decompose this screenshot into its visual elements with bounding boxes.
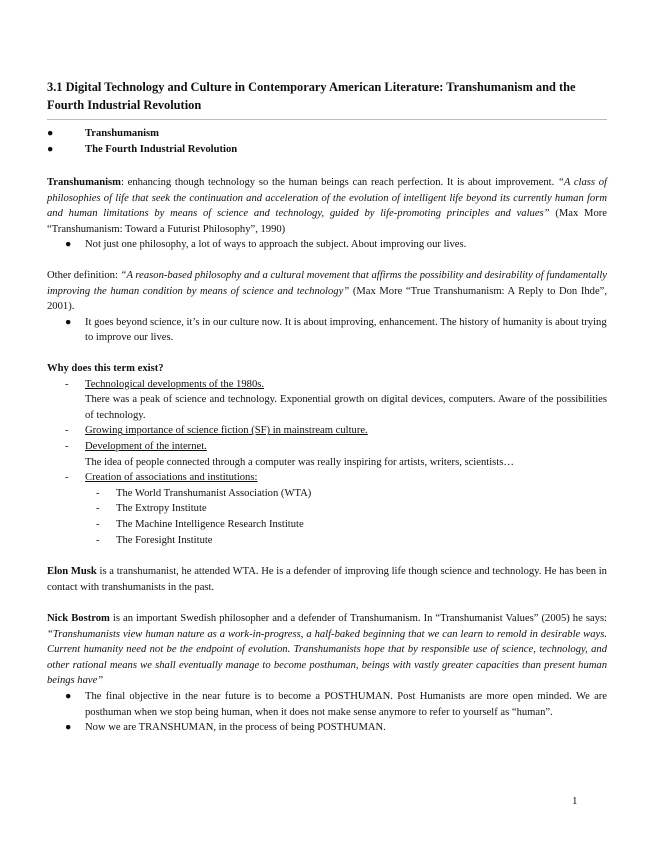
bullet-icon: ●	[47, 143, 54, 155]
musk-paragraph: Elon Musk is a transhumanist, he attended WTA. He is a defender of improving life though science and technology. He has been in contact with transhumanists in the past.	[47, 566, 607, 593]
term-transhumanism: Transhumanism	[47, 177, 121, 188]
quote-bostrom: “Transhumanists view human nature as a work-in-progress, a half-baked beginning that we can learn to remold in desirable ways. Current humanity need not be the endpoint of evolution. Transhumanists hope that by responsible use of science, technology, and other rational means we shall eventually manage to become posthuman, beings with vastly greater capacities than present human beings have”	[47, 628, 607, 687]
topic-item: ● The Fourth Industrial Revolution	[47, 142, 607, 158]
why-item: - Technological developments of the 1980s.	[65, 378, 265, 390]
why-item-desc: There was a peak of science and technology. Exponential growth on digital devices, computers. Aware of the possibilities of technology.	[85, 394, 607, 421]
bullet-icon: ●	[65, 690, 72, 702]
bostrom-bullet: ● The final objective in the near future is to become a POSTHUMAN. Post Humanists are more open minded. We are posthuman when we stop being human, when it does not make sense anymore to refer to yourself as “human”.	[65, 690, 607, 718]
institution-item: - The Machine Intelligence Research Institute	[96, 518, 304, 530]
why-item: - Development of the internet.	[65, 440, 207, 452]
institution-item: - The Extropy Institute	[96, 503, 207, 515]
bullet-icon: ●	[47, 128, 54, 139]
quote-more-1990: “A class of philosophies of life that seek the continuation and acceleration of the evolution of intelligent life beyond its currently human form and human limitations by means of science and technology, guided by life-promoting principles and values”	[47, 177, 607, 220]
bostrom-paragraph: Nick Bostrom is an important Swedish philosopher and a defender of Transhumanism. In “Transhumanist Values” (2005) he says: “Transhumanists view human nature as a work-in-progress, a half-baked beginning that we can learn to remold in desirable ways. Current humanity need not be the endpoint of evolution. Transhumanists hope that by responsible use of science, technology, and other rational means we shall eventually manage to become posthuman, beings with vastly greater capacities than present human beings have” ● The final objective in the near future is to become a POSTHUMAN. Post Humanists are more open minded. We are posthuman when we stop being human, when it does not make sense anymore to refer to yourself as “human”. ● Now we are TRANSHUMAN, in the process of being POSTHUMAN.	[47, 611, 607, 736]
why-heading: Why does this term exist?	[47, 363, 164, 374]
bullet-icon: ●	[65, 722, 72, 734]
bullet-icon: ●	[65, 239, 72, 251]
topic-list	[47, 126, 607, 157]
why-item-desc: The idea of people connected through a computer was really inspiring for artists, writers, scientists…	[85, 456, 514, 468]
definition-2-bullet: ● It goes beyond science, it’s in our culture now. It is about improving, enhancement. The history of humanity is about trying to improve our lives.	[65, 316, 607, 344]
name-nick-bostrom: Nick Bostrom	[47, 613, 110, 624]
definition-1: Transhumanism: enhancing though technology so the human beings can reach perfection. It is about improvement. “A class of philosophies of life that seek the continuation and acceleration of the evolution of intelligent life beyond its currently human form and human limitations by means of science and technology, guided by life-promoting principles and values” (Max More “Transhumanism: Toward a Futurist Philosophy”, 1990) ● Not just one philosophy, a lot of ways to approach the subject. About improving our lives.	[47, 175, 607, 253]
institution-item: - The Foresight Institute	[96, 534, 213, 546]
why-item: - Creation of associations and institutions:	[65, 472, 258, 484]
topic-item: ● Transhumanism	[47, 126, 607, 142]
definition-2: Other definition: “A reason-based philosophy and a cultural movement that affirms the possibility and desirability of fundamentally improving the human condition by means of science and technology” (Max More “True Transhumanism: A Reply to Don Ihde”, 2001). ● It goes beyond science, it’s in our culture now. It is about improving, enhancement. The history of humanity is about trying to improve our lives.	[47, 268, 607, 346]
bullet-icon: ●	[65, 316, 72, 328]
why-item: - Growing importance of science fiction (SF) in mainstream culture.	[65, 425, 368, 437]
quote-more-2001: “A reason-based philosophy and a cultural movement that affirms the possibility and desirability of fundamentally improving the human condition by means of science and technology”	[47, 270, 607, 297]
bostrom-bullet: ● Now we are TRANSHUMAN, in the process of being POSTHUMAN.	[47, 720, 607, 736]
name-elon-musk: Elon Musk	[47, 566, 97, 577]
why-section	[47, 361, 607, 548]
page-number: 1	[572, 795, 578, 807]
definition-1-bullet: ● Not just one philosophy, a lot of ways to approach the subject. About improving our lives.	[47, 237, 607, 253]
page-title: 3.1 Digital Technology and Culture in Contemporary American Literature: Transhumanism and the Fourth Industrial Revolution	[47, 80, 576, 112]
institution-item: - The World Transhumanist Association (WTA)	[96, 487, 312, 499]
title-divider	[47, 119, 607, 120]
